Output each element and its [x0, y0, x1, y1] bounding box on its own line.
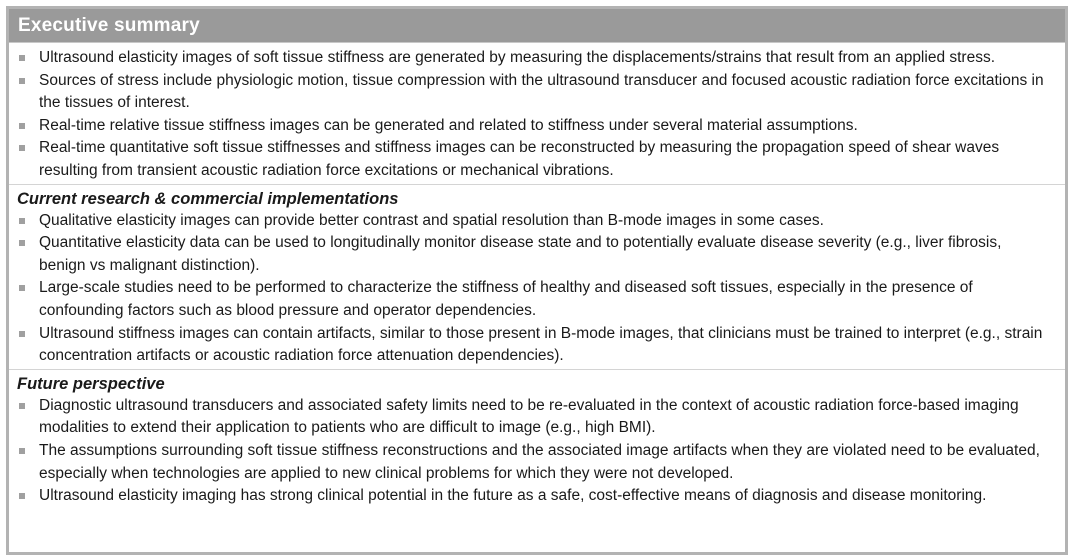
list-item-text: Large-scale studies need to be performed to characterize the stiffness of healthy and diseased soft tissues, especially in the presence of confounding factors such as blood pressure and operator dependencies.: [39, 279, 973, 319]
list-item-text: Sources of stress include physiologic motion, tissue compression with the ultrasound transducer and focused acoustic radiation force excitations in the tissues of interest.: [39, 71, 1044, 112]
section-heading: Future perspective: [17, 374, 165, 393]
list-item: [9, 115, 1065, 138]
list-item: [9, 323, 1065, 368]
executive-summary-box: [6, 6, 1068, 555]
square-bullet-icon: [19, 123, 25, 129]
list-item: [9, 232, 1065, 277]
section-heading: Current research & commercial implementations: [17, 189, 399, 208]
list-item-text: Ultrasound elasticity images of soft tissue stiffness are generated by measuring the displacements/strains that result from an applied stress.: [39, 49, 996, 66]
square-bullet-icon: [19, 331, 25, 337]
list-item-text: Quantitative elasticity data can be used to longitudinally monitor disease state and to potentially evaluate disease severity (e.g., liver fibrosis, benign vs malignant distinction).: [39, 234, 1002, 274]
list-item-text: Diagnostic ultrasound transducers and associated safety limits need to be re-evaluated in the context of acoustic radiation force-based imaging modalities to extend their application to patients who are difficult to image (e.g., high BMI).: [39, 396, 1019, 437]
list-item-text: Real-time quantitative soft tissue stiffnesses and stiffness images can be reconstructed by measuring the propagation speed of shear waves resulting from transient acoustic radiation force excitations or mechanical vibrations.: [39, 139, 1000, 179]
list-item: [9, 277, 1065, 322]
bullet-list: [9, 47, 1065, 183]
list-item: [9, 210, 1065, 233]
list-item-text: Ultrasound stiffness images can contain artifacts, similar to those present in B-mode images, that clinicians must be trained to interpret (e.g., strain concentration artifacts or acoustic radiation force attenuation dependencies).: [39, 324, 1043, 365]
list-item-text: The assumptions surrounding soft tissue stiffness reconstructions and the associated image artifacts when they are violated need to be evaluated, especially when technologies are applied to new clinical problems for which they were not developed.: [39, 441, 1040, 482]
section-future-perspective: [9, 369, 1065, 509]
square-bullet-icon: [19, 78, 25, 84]
bullet-list: [9, 395, 1065, 508]
list-item: [9, 47, 1065, 70]
box-header: [9, 9, 1065, 42]
list-item: [9, 440, 1065, 485]
list-item: [9, 137, 1065, 182]
section-current-research: [9, 184, 1065, 369]
square-bullet-icon: [19, 145, 25, 151]
list-item-text: Qualitative elasticity images can provide better contrast and spatial resolution than B-mode images in some cases.: [39, 211, 824, 229]
list-item: [9, 395, 1065, 440]
square-bullet-icon: [19, 493, 25, 499]
square-bullet-icon: [19, 285, 25, 291]
bullet-list: [9, 210, 1065, 368]
list-item-text: Ultrasound elasticity imaging has strong clinical potential in the future as a safe, cost-effective means of diagnosis and disease monitoring.: [39, 487, 987, 505]
square-bullet-icon: [19, 240, 25, 246]
square-bullet-icon: [19, 55, 25, 61]
box-title: Executive summary: [18, 15, 200, 36]
list-item: [9, 485, 1065, 508]
square-bullet-icon: [19, 218, 25, 224]
list-item-text: Real-time relative tissue stiffness images can be generated and related to stiffness under several material assumptions.: [39, 116, 858, 134]
section-summary: [9, 42, 1065, 184]
square-bullet-icon: [19, 448, 25, 454]
list-item: [9, 70, 1065, 115]
square-bullet-icon: [19, 403, 25, 409]
